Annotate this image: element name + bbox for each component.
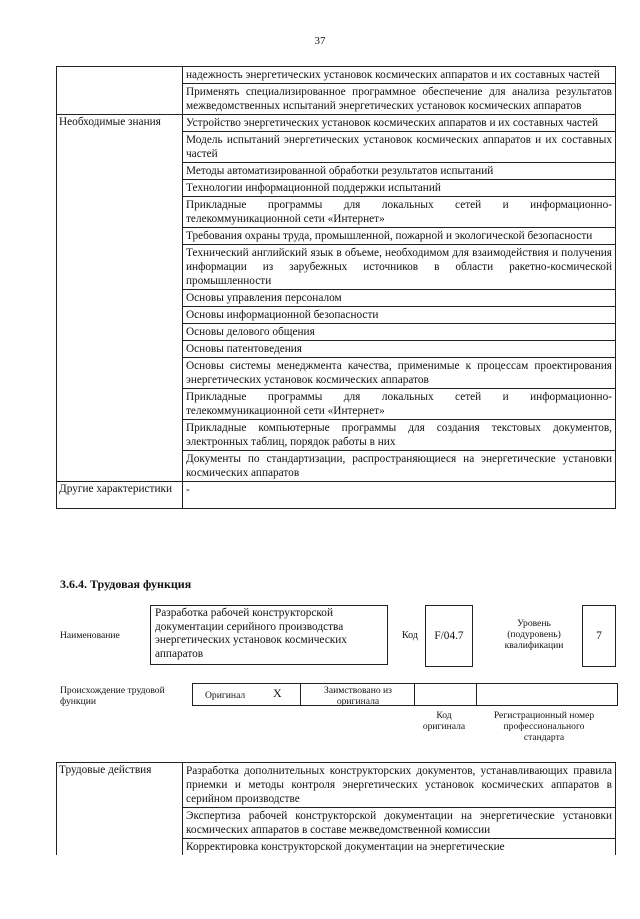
row-text: Прикладные компьютерные программы для создания текстовых документов, электронных таблиц, порядок работы в них <box>183 420 616 451</box>
table-row <box>57 324 616 341</box>
row-category <box>57 84 183 115</box>
row-category <box>57 67 183 84</box>
row-text: Методы автоматизированной обработки результатов испытаний <box>183 163 616 180</box>
row-text: Модель испытаний энергетических установок космических аппаратов и их составных частей <box>183 132 616 163</box>
row-text: Разработка дополнительных конструкторских документов, устанавливающих правила приемки и методы контроля энергетических установок космических аппаратов в серийном производстве <box>183 763 616 808</box>
qualification-level-label: Уровень (подуровень) квалификации <box>504 618 564 651</box>
table-row <box>57 451 616 482</box>
table-row <box>57 389 616 420</box>
table-row <box>57 132 616 163</box>
table-row <box>57 290 616 307</box>
reg-number-cell <box>477 684 617 705</box>
page-number: 37 <box>314 35 326 47</box>
row-category <box>57 324 183 341</box>
row-text: Прикладные программы для локальных сетей и информационно-телекоммуникационной сети «Интернет» <box>183 389 616 420</box>
table-row <box>57 197 616 228</box>
original-mark: X <box>273 686 282 700</box>
row-category: Необходимые знания <box>57 115 183 132</box>
row-category <box>57 451 183 482</box>
row-text: Документы по стандартизации, распространяющиеся на энергетические установки космических аппаратов <box>183 451 616 482</box>
knowledge-table <box>56 66 616 509</box>
row-text: Технологии информационной поддержки испытаний <box>183 180 616 197</box>
borrowed-label: Заимствовано из оригинала <box>324 685 392 707</box>
row-category <box>57 163 183 180</box>
row-category <box>57 180 183 197</box>
row-category <box>57 197 183 228</box>
row-text: Основы управления персоналом <box>183 290 616 307</box>
labor-actions-category: Трудовые действия <box>57 763 183 856</box>
row-text: Основы информационной безопасности <box>183 307 616 324</box>
table-row <box>57 341 616 358</box>
code-label: Код <box>402 630 418 641</box>
row-text: Устройство энергетических установок космических аппаратов и их составных частей <box>183 115 616 132</box>
row-text: Основы патентоведения <box>183 341 616 358</box>
row-category <box>57 245 183 290</box>
row-text: Прикладные программы для локальных сетей и информационно-телекоммуникационной сети «Интернет» <box>183 197 616 228</box>
table-row <box>57 420 616 451</box>
table-row <box>57 228 616 245</box>
row-text: Требования охраны труда, промышленной, пожарной и экологической безопасности <box>183 228 616 245</box>
table-row <box>57 245 616 290</box>
function-code-box: F/04.7 <box>425 605 473 667</box>
table-row <box>57 115 616 132</box>
table-row <box>57 358 616 389</box>
original-cell <box>193 684 301 705</box>
row-category <box>57 389 183 420</box>
row-category <box>57 420 183 451</box>
row-text: Технический английский язык в объеме, необходимом для взаимодействия и получения информации из зарубежных источников в области ракетно-космической промышленности <box>183 245 616 290</box>
original-label: Оригинал <box>205 690 246 701</box>
origin-code-label: Код оригинала <box>422 710 466 732</box>
table-row <box>57 307 616 324</box>
row-category <box>57 132 183 163</box>
table-row <box>57 84 616 115</box>
function-name-box: Разработка рабочей конструкторской документации серийного производства энергетических установок космических аппаратов <box>150 605 388 665</box>
name-label: Наименование <box>60 630 120 641</box>
row-text: Применять специализированное программное обеспечение для анализа результатов межведомственных испытаний энергетических установок космических аппаратов <box>183 84 616 115</box>
origin-code-cell <box>415 684 477 705</box>
row-text: Экспертиза рабочей конструкторской документации на энергетические установки космических аппаратов в составе межведомственной комиссии <box>183 808 616 839</box>
row-category <box>57 228 183 245</box>
row-text: надежность энергетических установок космических аппаратов и их составных частей <box>183 67 616 84</box>
row-category <box>57 358 183 389</box>
row-text: Основы системы менеджмента качества, применимые к процессам проектирования энергетических установок космических аппаратов <box>183 358 616 389</box>
qualification-level-box: 7 <box>582 605 616 667</box>
row-text: - <box>183 482 616 509</box>
table-row <box>57 67 616 84</box>
table-row <box>57 163 616 180</box>
labor-actions-table <box>56 762 616 855</box>
table-row <box>57 482 616 509</box>
borrowed-cell <box>301 684 415 705</box>
reg-number-label: Регистрационный номер профессионального стандарта <box>493 710 595 743</box>
row-text: Корректировка конструкторской документации на энергетические <box>183 839 616 856</box>
section-title: 3.6.4. Трудовая функция <box>60 577 192 591</box>
row-text: Основы делового общения <box>183 324 616 341</box>
table-row <box>57 180 616 197</box>
origin-label: Происхождение трудовой функции <box>60 685 165 707</box>
table-row <box>57 763 616 808</box>
row-category <box>57 307 183 324</box>
row-category <box>57 341 183 358</box>
row-category: Другие характеристики <box>57 482 183 509</box>
origin-row <box>192 683 618 706</box>
row-category <box>57 290 183 307</box>
